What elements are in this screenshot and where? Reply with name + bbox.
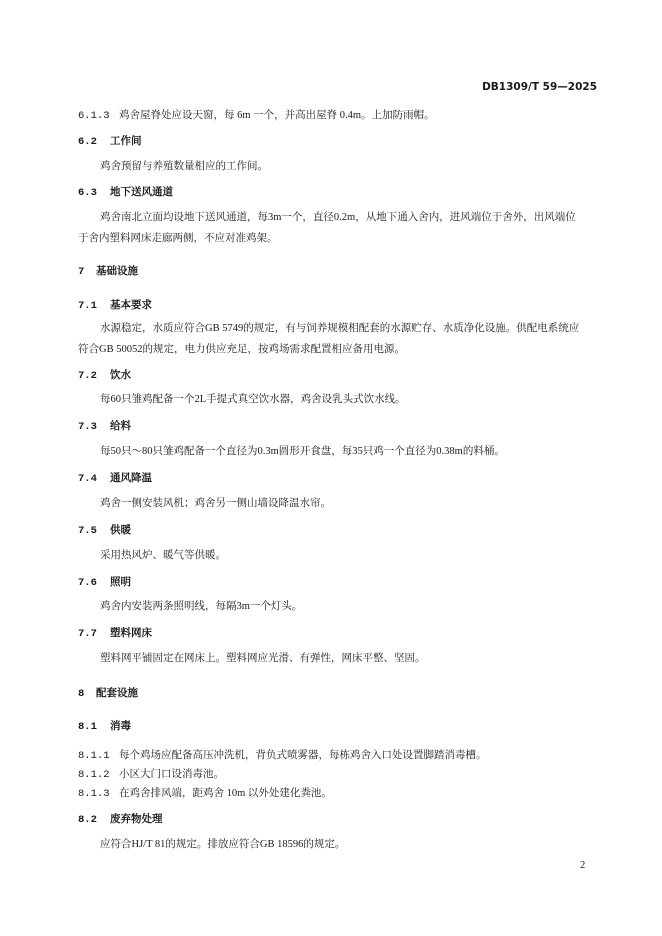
section-title: 通风降温 [110,472,152,484]
clause-number: 6.1.3 [78,110,110,122]
paragraph: 鸡舍一侧安装风机；鸡舍另一侧山墙设降温水帘。 [100,498,331,509]
section-title: 地下送风通道 [110,186,173,198]
section-number: 7.4 [78,473,97,485]
section-heading-8-1 [78,719,583,734]
clause-number: 8.1.2 [78,769,110,781]
chapter-title: 基础设施 [96,265,138,277]
paragraph: 鸡舍预留与养殖数量相应的工作间。 [100,161,268,172]
standard-code: DB1309/T 59—2025 [482,81,597,93]
section-heading-6-3 [78,185,583,200]
clause-text: 每个鸡场应配备高压冲洗机，背负式喷雾器，每栋鸡舍入口处设置脚踏消毒槽。 [119,750,487,761]
clause-number: 8.1.1 [78,750,110,762]
clause-8-1-2 [78,768,583,782]
section-title: 照明 [110,576,131,588]
section-title: 废弃物处理 [110,813,163,825]
chapter-heading-8 [78,686,583,701]
chapter-number: 8 [78,688,85,700]
section-heading-7-2 [78,368,583,383]
paragraph: 塑料网平铺固定在网床上。塑料网应光滑、有弹性，网床平整、坚固。 [100,653,426,664]
section-heading-7-6 [78,575,583,590]
section-number: 7.1 [78,300,97,312]
section-number: 6.2 [78,136,97,148]
section-title: 饮水 [110,369,131,381]
clause-number: 8.1.3 [78,788,110,800]
clause-text: 小区大门口设消毒池。 [119,769,224,780]
section-number: 7.7 [78,628,97,640]
clause-6-1-3 [78,109,583,123]
section-title: 工作间 [110,135,142,147]
section-number: 8.2 [78,814,97,826]
paragraph: 采用热风炉、暖气等供暖。 [100,550,226,561]
section-heading-7-4 [78,471,583,486]
paragraph: 每60只雏鸡配备一个2L手提式真空饮水器，鸡舍设乳头式饮水线。 [100,394,406,405]
section-heading-8-2 [78,812,583,827]
section-title: 消毒 [110,720,131,732]
paragraph: 应符合HJ/T 81的规定。排放应符合GB 18596的规定。 [100,839,346,850]
section-title: 基本要求 [110,299,152,311]
chapter-title: 配套设施 [96,687,138,699]
clause-8-1-1 [78,749,583,763]
section-title: 给料 [110,420,131,432]
section-heading-7-3 [78,419,583,434]
section-number: 7.3 [78,421,97,433]
section-number: 8.1 [78,721,97,733]
section-number: 6.3 [78,187,97,199]
section-heading-7-7 [78,626,583,641]
chapter-heading-7 [78,264,583,279]
section-number: 7.2 [78,370,97,382]
paragraph: 鸡舍内安装两条照明线，每隔3m一个灯头。 [100,601,303,612]
clause-8-1-3 [78,787,583,801]
section-heading-7-5 [78,523,583,538]
section-title: 塑料网床 [110,627,152,639]
section-heading-7-1 [78,298,583,313]
section-heading-6-2 [78,134,583,149]
page-number: 2 [580,860,586,871]
paragraph: 鸡舍南北立面均设地下送风通道，每3m一个，直径0.2m，从地下通入舍内，进风端位于舍外，出风端位于舍内塑料网床走廊两侧，不应对准鸡架。 [78,212,576,244]
section-number: 7.6 [78,577,97,589]
section-title: 供暖 [110,524,131,536]
clause-text: 在鸡舍排风端，距鸡舍 10m 以外处建化粪池。 [119,788,332,799]
section-number: 7.5 [78,525,97,537]
paragraph: 每50只～80只雏鸡配备一个直径为0.3m圆形开食盘，每35只鸡一个直径为0.38m的料桶。 [100,446,505,457]
clause-text: 鸡舍屋脊处应设天窗，每 6m 一个，并高出屋脊 0.4m。上加防雨帽。 [119,110,435,121]
chapter-number: 7 [78,266,85,278]
paragraph: 水源稳定，水质应符合GB 5749的规定，有与饲养规模相配套的水源贮存、水质净化设施。供配电系统应符合GB 50052的规定，电力供应充足，按鸡场需求配置相应备用电源。 [78,323,580,355]
